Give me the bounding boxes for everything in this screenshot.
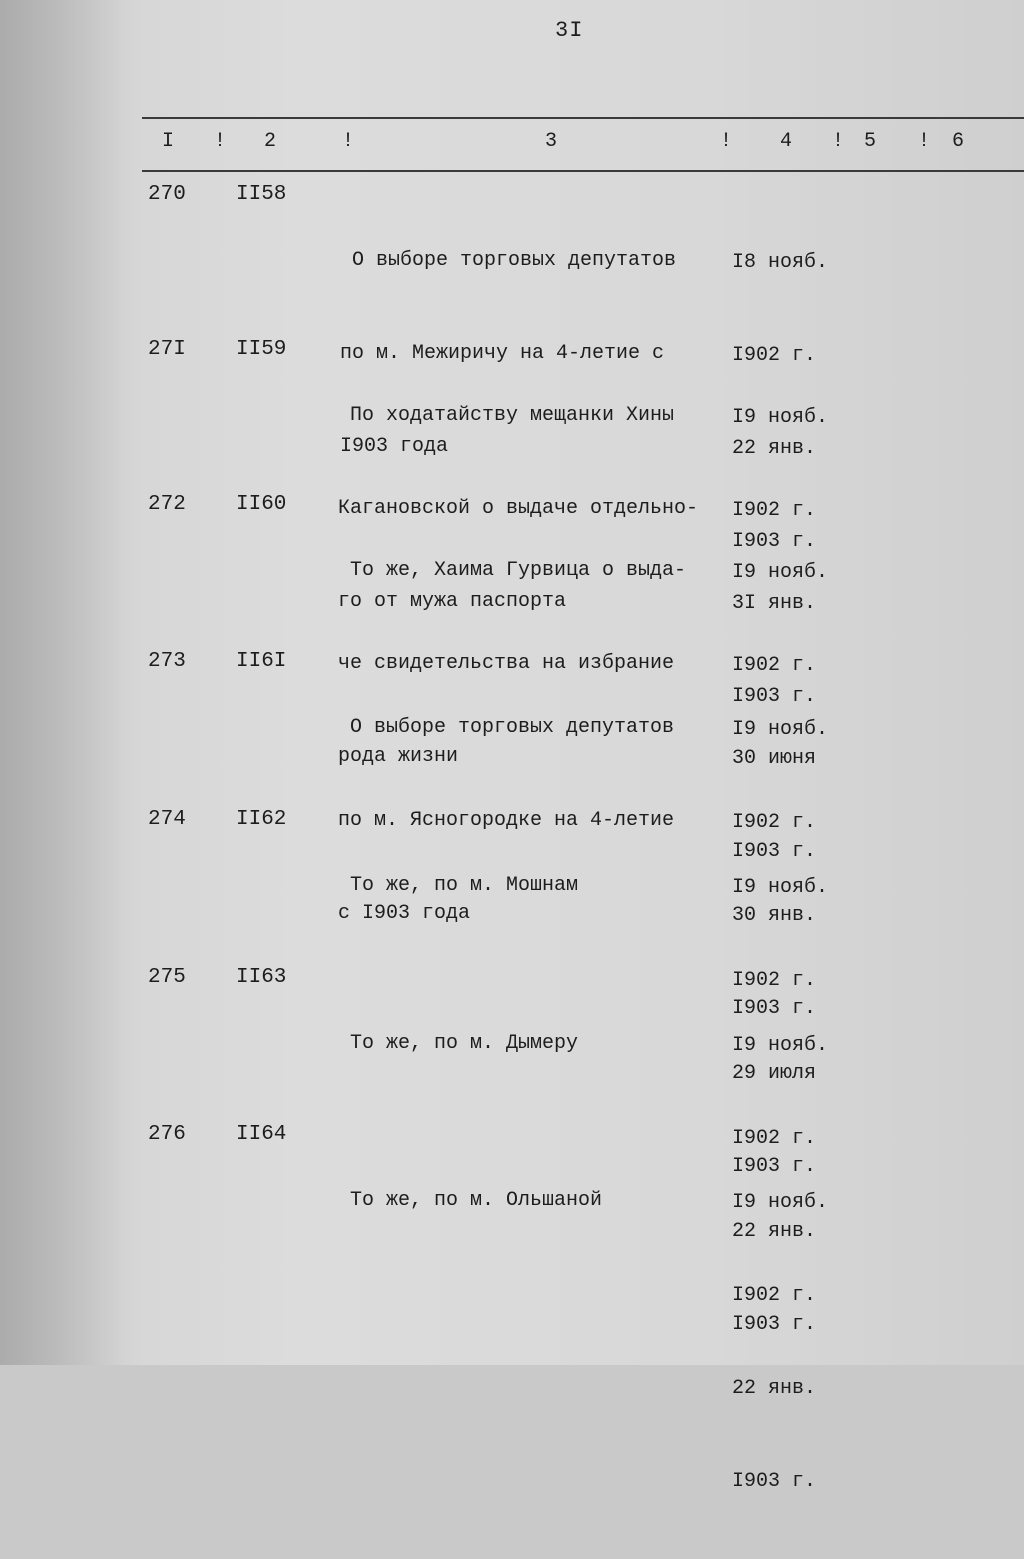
date-line: I9 нояб.	[732, 1191, 829, 1214]
entry-code: II59	[236, 338, 287, 361]
description-line: I903 года	[340, 435, 449, 458]
description-line: с I903 года	[338, 902, 471, 925]
entry-code: II60	[236, 493, 287, 516]
header-separator: !	[720, 130, 733, 153]
table-row	[0, 1123, 1024, 1493]
date-line: 3I янв.	[732, 592, 817, 615]
header-separator: !	[918, 130, 931, 153]
description-line: О выборе торговых депутатов	[352, 249, 677, 272]
date-line: I9 нояб.	[732, 406, 829, 429]
entry-description	[338, 808, 718, 963]
date-line: 30 июня	[732, 747, 817, 770]
date-line: 29 июля	[732, 1062, 817, 1085]
date-line: I9 нояб.	[732, 718, 829, 741]
entry-code: II6I	[236, 650, 287, 673]
date-line: I903 г.	[732, 1313, 817, 1336]
page-number: 3I	[555, 18, 584, 43]
entry-number: 273	[148, 650, 186, 673]
header-col-1: I	[162, 130, 175, 153]
date-line: 22 янв.	[732, 1377, 817, 1400]
header-separator: !	[832, 130, 845, 153]
entry-number: 276	[148, 1123, 186, 1146]
date-line: I902 г.	[732, 654, 817, 677]
header-col-3: 3	[545, 130, 558, 153]
description-line: че свидетельства на избрание	[338, 652, 675, 675]
description-line: го от мужа паспорта	[338, 590, 567, 613]
date-line: 22 янв.	[732, 1220, 817, 1243]
date-line: I903 г.	[732, 685, 817, 708]
entry-code: II64	[236, 1123, 287, 1146]
entry-code: II63	[236, 966, 287, 989]
date-line: I903 г.	[732, 1155, 817, 1178]
entry-dates	[732, 1125, 828, 1559]
date-line: I902 г.	[732, 811, 817, 834]
date-line: I903 г.	[732, 530, 817, 553]
date-line: I9 нояб.	[732, 561, 829, 584]
entry-description	[338, 1123, 718, 1278]
header-separator: !	[214, 130, 227, 153]
header-col-5: 5	[864, 130, 877, 153]
date-line: I902 г.	[732, 499, 817, 522]
header-col-2: 2	[264, 130, 277, 153]
description-line: То же, по м. Ольшаной	[338, 1189, 603, 1212]
table-header	[0, 130, 1024, 160]
entry-code: II58	[236, 183, 287, 206]
date-line: I9 нояб.	[732, 1034, 829, 1057]
entry-number: 27I	[148, 338, 186, 361]
header-bottom-rule	[142, 170, 1024, 172]
description-line: по м. Ясногородке на 4-летие	[338, 809, 675, 832]
entry-code: II62	[236, 808, 287, 831]
header-col-4: 4	[780, 130, 793, 153]
date-line: 30 янв.	[732, 904, 817, 927]
header-separator: !	[342, 130, 355, 153]
description-line: То же, Хаима Гурвица о выда-	[338, 559, 687, 582]
entry-number: 270	[148, 183, 186, 206]
description-line: О выборе торговых депутатов	[338, 716, 675, 739]
date-line: I9 нояб.	[732, 876, 829, 899]
entry-number: 274	[148, 808, 186, 831]
date-line: I903 г.	[732, 840, 817, 863]
description-line: Кагановской о выдаче отдельно-	[338, 497, 699, 520]
description-line: По ходатайству мещанки Хины	[338, 404, 675, 427]
date-line: I903 г.	[732, 1470, 817, 1493]
date-line: I8 нояб.	[732, 251, 829, 274]
date-line: I903 г.	[732, 997, 817, 1020]
description-line: То же, по м. Дымеру	[338, 1032, 579, 1055]
date-line: 22 янв.	[732, 437, 817, 460]
date-line: I902 г.	[732, 1127, 817, 1150]
description-line: То же, по м. Мошнам	[338, 874, 579, 897]
date-line: I902 г.	[732, 969, 817, 992]
description-line: рода жизни	[338, 745, 459, 768]
description-line: по м. Межиричу на 4-летие с	[340, 342, 665, 365]
date-line: I902 г.	[732, 344, 817, 367]
header-col-6: 6	[952, 130, 965, 153]
entry-number: 275	[148, 966, 186, 989]
date-line: I902 г.	[732, 1284, 817, 1307]
header-top-rule	[142, 117, 1024, 119]
entry-description	[338, 966, 718, 1121]
entry-number: 272	[148, 493, 186, 516]
